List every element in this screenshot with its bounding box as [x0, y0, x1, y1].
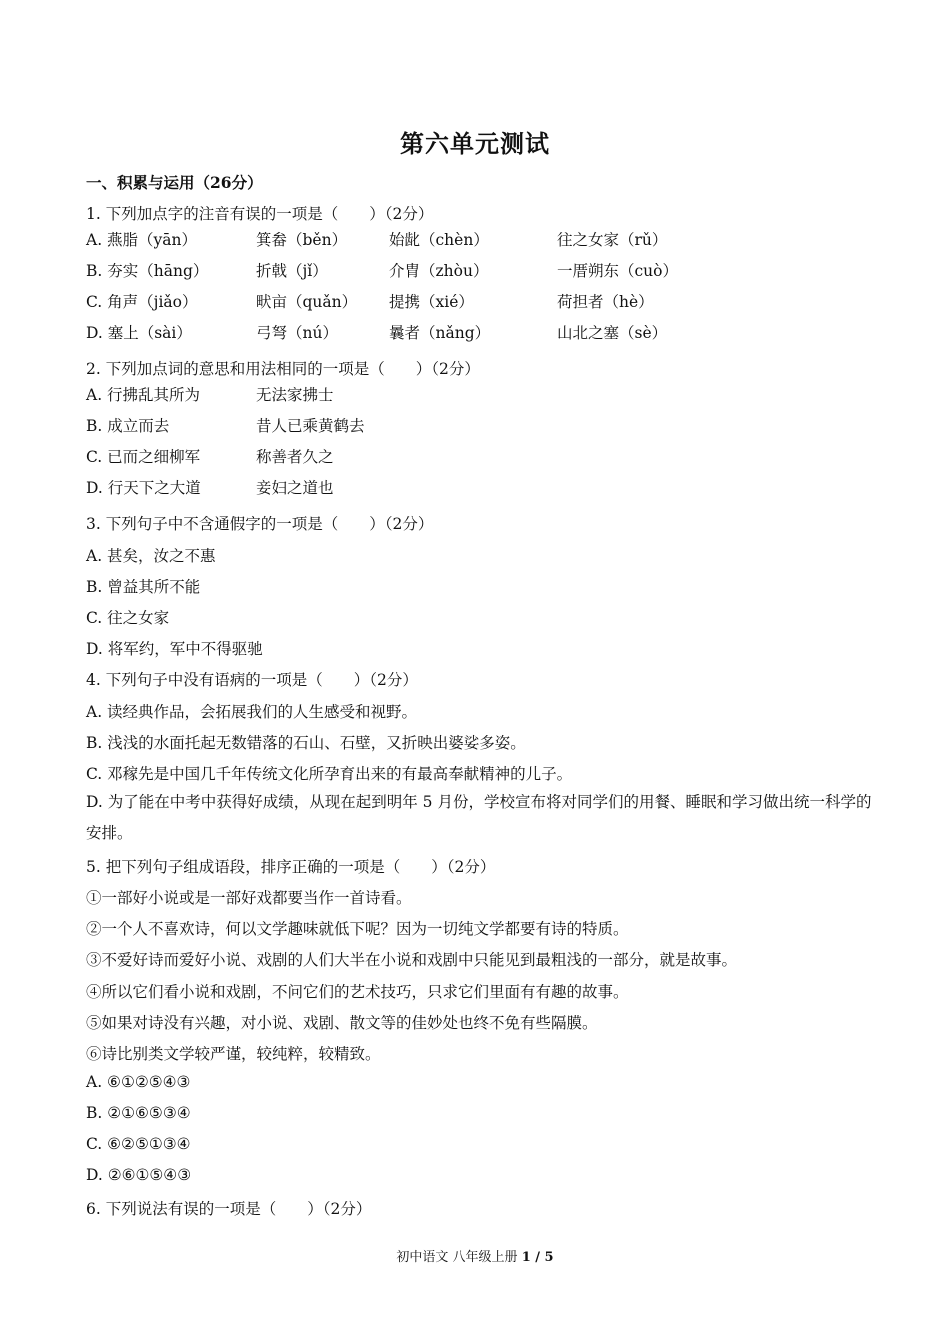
q1-option-b-1: B. 夯实（hāng） — [86, 262, 209, 280]
question-5-stem: 5. 把下列句子组成语段，排序正确的一项是（ ）（2分） — [86, 858, 496, 876]
q3-option-c: C. 往之女家 — [86, 609, 170, 627]
q3-option-a: A. 甚矣，汝之不惠 — [86, 547, 216, 565]
q1-option-d-2: 弓弩（nú） — [256, 324, 338, 342]
q1-option-a-1: A. 燕脂（yān） — [86, 231, 198, 249]
q4-option-d: D. 为了能在中考中获得好成绩，从现在起到明年 5 月份，学校宣布将对同学们的用餐、睡眠和学习做出统一科学的安排。 — [86, 793, 872, 842]
question-6-stem: 6. 下列说法有误的一项是（ ）（2分） — [86, 1200, 372, 1218]
q1-option-d-4: 山北之塞（sè） — [557, 324, 668, 342]
q2-option-b-1: B. 成立而去 — [86, 417, 170, 435]
question-4-stem: 4. 下列句子中没有语病的一项是（ ）（2分） — [86, 671, 418, 689]
q5-sentence-5: ⑤如果对诗没有兴趣，对小说、戏剧、散文等的佳妙处也终不免有些隔膜。 — [86, 1014, 598, 1032]
q2-option-b-2: 昔人已乘黄鹤去 — [256, 417, 365, 435]
q5-option-b: B. ②①⑥⑤③④ — [86, 1104, 191, 1122]
q1-option-a-2: 箕畚（běn） — [256, 231, 348, 249]
footer-text: 初中语文 八年级上册 — [396, 1250, 522, 1265]
q5-option-a: A. ⑥①②⑤④③ — [86, 1073, 191, 1091]
question-2-stem: 2. 下列加点词的意思和用法相同的一项是（ ）（2分） — [86, 360, 480, 378]
q4-option-c: C. 邓稼先是中国几千年传统文化所孕育出来的有最高奉献精神的儿子。 — [86, 765, 573, 783]
q5-option-d: D. ②⑥①⑤④③ — [86, 1166, 192, 1184]
q1-option-c-4: 荷担者（hè） — [557, 293, 654, 311]
q1-option-b-2: 折戟（jǐ） — [256, 262, 328, 280]
q5-sentence-3: ③不爱好诗而爱好小说、戏剧的人们大半在小说和戏剧中只能见到最粗浅的一部分，就是故事。 — [86, 951, 738, 969]
q2-option-c-2: 称善者久之 — [256, 448, 334, 466]
q1-option-a-3: 始龀（chèn） — [389, 231, 489, 249]
q1-option-c-3: 提携（xié） — [389, 293, 474, 311]
q2-option-d-1: D. 行天下之大道 — [86, 479, 201, 497]
section-heading: 一、积累与运用（26分） — [86, 173, 263, 192]
q4-option-a: A. 读经典作品，会拓展我们的人生感受和视野。 — [86, 703, 418, 721]
q2-option-d-2: 妾妇之道也 — [256, 479, 334, 497]
q1-option-c-2: 畎亩（quǎn） — [256, 293, 358, 311]
q1-option-c-1: C. 角声（jiǎo） — [86, 293, 198, 311]
q1-option-d-1: D. 塞上（sài） — [86, 324, 192, 342]
q4-option-b: B. 浅浅的水面托起无数错落的石山、石壁，又折映出婆娑多姿。 — [86, 734, 526, 752]
question-3-stem: 3. 下列句子中不含通假字的一项是（ ）（2分） — [86, 515, 434, 533]
q5-sentence-4: ④所以它们看小说和戏剧，不问它们的艺术技巧，只求它们里面有有趣的故事。 — [86, 983, 629, 1001]
q5-sentence-1: ①一部好小说或是一部好戏都要当作一首诗看。 — [86, 889, 412, 907]
q2-option-c-1: C. 已而之细柳军 — [86, 448, 201, 466]
q2-option-a-2: 无法家拂士 — [256, 386, 334, 404]
q1-option-b-3: 介胄（zhòu） — [389, 262, 489, 280]
page-title: 第六单元测试 — [400, 129, 550, 158]
q1-option-a-4: 往之女家（rǔ） — [557, 231, 668, 249]
q2-option-a-1: A. 行拂乱其所为 — [86, 386, 201, 404]
q5-option-c: C. ⑥②⑤①③④ — [86, 1135, 191, 1153]
q3-option-d: D. 将军约，军中不得驱驰 — [86, 640, 263, 658]
page-footer — [0, 1246, 950, 1265]
q1-option-b-4: 一厝朔东（cuò） — [557, 262, 678, 280]
q3-option-b: B. 曾益其所不能 — [86, 578, 201, 596]
page-number: 1 / 5 — [521, 1250, 554, 1265]
q5-sentence-6: ⑥诗比别类文学较严谨，较纯粹，较精致。 — [86, 1045, 381, 1063]
q5-sentence-2: ②一个人不喜欢诗，何以文学趣味就低下呢？因为一切纯文学都要有诗的特质。 — [86, 920, 629, 938]
question-1-stem: 1. 下列加点字的注音有误的一项是（ ）（2分） — [86, 205, 434, 223]
q1-option-d-3: 曩者（nǎng） — [389, 324, 491, 342]
